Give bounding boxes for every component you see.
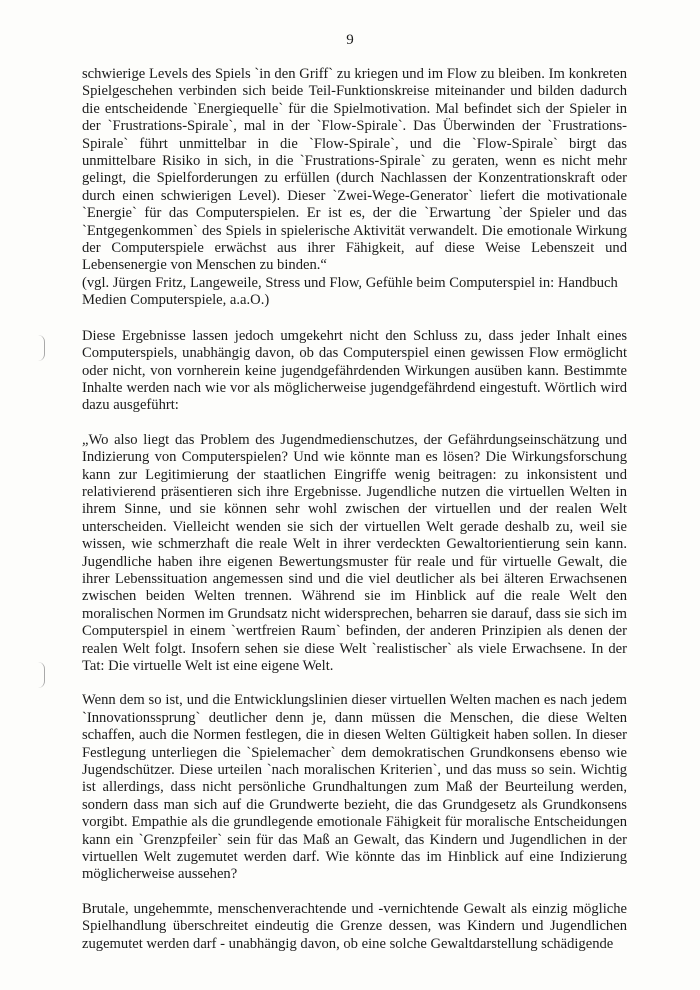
paragraph-brutal-violence: Brutale, ungehemmte, menschenverachtende und -vernichtende Gewalt als einzig mögliche Spielhandlung überschreitet eindeutig die Grenze dessen, was Kindern und Jugendlichen zugemutet werden darf - unabhängig davon, ob eine solche Gewaltdarstellung schädigende: [82, 900, 627, 952]
paragraph-quote-continuation: schwierige Levels des Spiels `in den Griff` zu kriegen und im Flow zu bleiben. Im konkreten Spielgeschehen verbinden sich beide Teil-Funktionskreise miteinander und bilden dadurch die entscheidende `Energiequelle` für die Spielmotivation. Mal befindet sich der Spieler in der `Frustrations-Spirale`, mal in der `Flow-Spirale`. Das Überwinden der `Frustrations-Spirale` führt unmittelbar in die `Flow-Spirale`, und die `Flow-Spirale` birgt das unmittelbare Risiko in sich, in die `Frustrations-Spirale` zu geraten, wenn es nicht mehr gelingt, die Spielforderungen zu erfüllen (durch Nachlassen der Konzentrationskraft oder durch einen schwierigen Level). Dieser `Zwei-Wege-Generator` liefert die motivationale `Energie` für das Computerspielen. Er ist es, der die `Erwartung `der Spieler und das `Entgegenkommen` des Spiels in spielerische Aktivität verwandelt. Die emotionale Wirkung der Computerspiele erwächst aus ihrer Fähigkeit, auf diese Weise Lebenszeit und Lebensenergie von Menschen zu binden.“: [82, 66, 627, 274]
punch-hole-mark: [38, 335, 45, 361]
citation-reference: (vgl. Jürgen Fritz, Langeweile, Stress und Flow, Gefühle beim Computerspiel in: Handbuch Medien Computerspiele, a.a.O.): [82, 274, 618, 309]
page-number: 9: [346, 32, 354, 48]
paragraph-quote-problem: „Wo also liegt das Problem des Jugendmedienschutzes, der Gefährdungseinschätzung und Indizierung von Computerspielen? Und wie könnte man es lösen? Die Wirkungsforschung kann zur Legitimierung der staatlichen Eingriffe wenig beitragen: zu inkonsistent und relativierend präsentieren sich ihre Ergebnisse. Jugendliche nutzen die virtuellen Welten in ihrem Sinne, und sie können sehr wohl zwischen der virtuellen und der realen Welt unterscheiden. Vielleicht wenden sie sich der virtuellen Welt gerade deshalb zu, weil sie wissen, wie schmerzhaft die reale Welt in ihrer verdeckten Gewaltorientierung sein kann. Jugendliche haben ihre eigenen Bewertungsmuster für reale und für virtuelle Gewalt, die ihrer Lebenssituation angemessen sind und die viel deutlicher als bei älteren Erwachsenen zwischen beiden Welten trennen. Während sie im Hinblick auf die reale Welt den moralischen Normen im Grundsatz nicht widersprechen, beharren sie darauf, dass sie sich im Computerspiel in einem `wertfreien Raum` befinden, der anderen Prinzipien als denen der realen Welt folgt. Insofern sehen sie diese Welt `realistischer` als viele Erwachsene. In der Tat: Die virtuelle Welt ist eine eigene Welt.: [82, 431, 627, 674]
document-body: [82, 66, 627, 970]
punch-hole-mark: [38, 662, 45, 688]
paragraph-results: Diese Ergebnisse lassen jedoch umgekehrt nicht den Schluss zu, dass jeder Inhalt eines Computerspiels, unabhängig davon, ob das Computerspiel einen gewissen Flow ermöglicht oder nicht, von vornherein keine jugendgefährdenden Wirkungen ausüben kann. Bestimmte Inhalte werden nach wie vor als möglicherweise jugendgefährdend eingestuft. Wörtlich wird dazu ausgeführt:: [82, 327, 627, 414]
paragraph-norms: Wenn dem so ist, und die Entwicklungslinien dieser virtuellen Welten machen es nach jedem `Innovationssprung` deutlicher denn je, dann müssen die Menschen, die diese Welten schaffen, auch die Normen festlegen, die in diesen Welten Gültigkeit haben sollen. In dieser Festlegung unterliegen die `Spielemacher` dem demokratischen Grundkonsens ebenso wie Jugendschützer. Diese urteilen `nach moralischen Kriterien`, und das muss so sein. Wichtig ist allerdings, dass nicht persönliche Grundhaltungen zum Maß der Beurteilung werden, sondern dass man sich auf die Grundwerte bezieht, die das Grundgesetz als Grundkonsens vorgibt. Empathie als die grundlegende emotionale Fähigkeit für moralische Entscheidungen kann ein `Grenzpfeiler` sein für das Maß an Gewalt, das Kindern und Jugendlichen in der virtuellen Welt zugemutet werden darf. Wie könnte das im Hinblick auf eine Indizierung möglicherweise aussehen?: [82, 692, 627, 883]
